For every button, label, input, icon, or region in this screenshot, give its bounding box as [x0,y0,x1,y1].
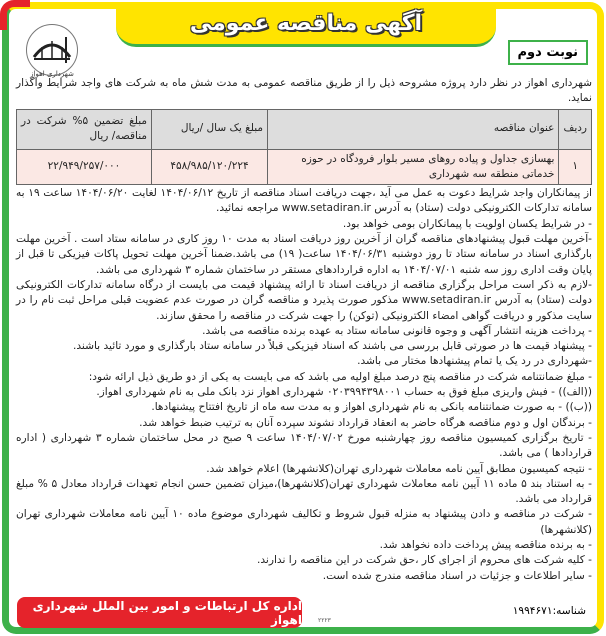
ad-id: شناسه:۱۹۹۴۶۷۱ [512,605,586,617]
bridge-icon [32,33,72,67]
title-banner [116,3,496,47]
table-header-row [17,109,592,149]
round-badge: نوبت دوم [508,40,588,65]
ad-title: آگهی مناقصه عمومی [189,11,423,36]
print-code: ۲۲۲۳ [318,617,331,624]
condition-paragraph: - شرکت در مناقصه و دادن پیشنهاد به منزله قبول شروط و تکالیف شهرداری موضوع ماده ۱۰ آیین نامه معاملات شهرداری تهران (کلانشهرها) [16,508,593,536]
condition-paragraph: - پرداخت هزینه انتشار آگهی و وجوه قانونی سامانه ستاد به عهده برنده مناقصه می باشد. [202,324,592,337]
condition-paragraph: از پیمانکاران واجد شرایط دعوت به عمل می آید ،جهت دریافت اسناد مناقصه از تاریخ ۱۴۰۴/۰۶/۱۲ لغایت ۱۴۰۴/۰۶/۲۰ ساعت ۱۹ به سامانه تدارکات الکترونیکی دولت (ستاد) به آدرس www.setadiran.ir مراجعه نمائید. [16,187,592,215]
condition-paragraph: ((الف)) - فیش واریزی مبلغ فوق به حساب ۰۲۰۳۹۹۴۳۹۸۰۰۱ شهرداری اهواز نزد بانک ملی به نام شهرداری اهواز. [96,386,592,399]
condition-paragraph: -آخرین مهلت قبول پیشنهادهای مناقصه گران از آخرین روز دریافت اسناد به مدت ۱۰ روز کاری در سامانه ستاد است . آخرین مهلت بارگذاری اسناد در سامانه ستاد تا روز دوشنبه ۱۴۰۴/۰۶/۳۱ ساعت( ۱۹) می باشد.ضمنا آخرین مهلت تحویل پاکات فیزیکی تا قبل از پایان وقت اداری روز سه شنبه ۱۴۰۴/۰۷/۰۱ به اداره قراردادهای مستقر در ساختمان شماره ۳ شهرداری می باشد. [16,233,592,276]
condition-paragraph: - کلیه شرکت های محروم از اجرای کار ،حق شرکت در این مناقصه را ندارند. [256,554,592,567]
ad-body [16,76,592,584]
cell-guarantee: ۲۲/۹۴۹/۲۵۷/۰۰۰ [17,149,152,185]
col-annual-amount: مبلغ یک سال /ریال [152,109,268,149]
condition-paragraph: - برندگان اول و دوم مناقصه هرگاه حاضر به انعقاد قرارداد نشوند سپرده آنان به ترتیب ضبط خواهد شد. [139,416,592,429]
condition-paragraph: - پیشنهاد قیمت ها در صورتی قابل بررسی می باشند که اسناد فیزیکی قبلاً در سامانه ستاد بارگذاری و مورد تائید باشند. [72,340,592,353]
condition-paragraph: - سایر اطلاعات و جزئیات در اسناد مناقصه مندرج شده است. [322,569,592,582]
logo-caption: شهرداری اهواز [30,70,74,78]
condition-paragraph: - مبلغ ضمانتنامه شرکت در مناقصه پنج درصد مبلغ اولیه می باشد که می بایست به یکی از دو طریق ذیل ارائه شود: [88,370,592,383]
frame-corner [0,0,30,30]
cell-title: بهسازی جداول و پیاده روهای مسیر بلوار فرودگاه در حوزه خدماتی منطقه سه شهرداری [268,149,559,185]
condition-paragraph: - نتیجه کمیسیون مطابق آیین نامه معاملات شهرداری تهران(کلانشهرها) اعلام خواهد شد. [206,462,592,475]
intro-text: شهرداری اهواز در نظر دارد پروژه مشروحه ذیل را از طریق مناقصه عمومی به مدت شش ماه به شرکت های واجد شرایط واگذار نماید. [16,77,592,105]
tender-table [16,109,592,186]
condition-paragraph: ((ب)) - به صورت ضمانتنامه بانکی به نام شهرداری اهواز و به مدت سه ماه از تاریخ افتتاح پیشنهادها. [151,401,592,414]
condition-paragraph: -شهرداری در رد یک یا تمام پیشنهادها مختار می باشد. [357,355,592,368]
conditions-list [16,186,592,584]
condition-paragraph: - تاریخ برگزاری کمیسیون مناقصه روز چهارشنبه مورخ ۱۴۰۴/۰۷/۰۲ ساعت ۹ صبح در محل ساختمان شماره ۳ شهرداری ( اداره قراردادها ) می باشد. [16,431,593,460]
office-banner: اداره کل ارتباطات و امور بین الملل شهرداری اهواز [17,597,302,628]
col-guarantee: مبلغ تضمین ۵% شرکت در مناقصه/ ریال [17,109,152,149]
col-title: عنوان مناقصه [268,109,559,149]
ahvaz-municipality-logo [26,24,78,76]
col-row: ردیف [559,109,592,149]
cell-row: ۱ [559,149,592,185]
condition-paragraph: - به استناد بند ۵ ماده ۱۱ آیین نامه معاملات شهرداری تهران(کلانشهرها)،میزان تضمین حسن انجام تعهدات قرارداد معادل ۵ % مبلغ قرارداد می باشد. [16,477,592,506]
condition-paragraph: - در شرایط یکسان اولویت با پیمانکاران بومی خواهد بود. [342,217,592,230]
condition-paragraph: -لازم به ذکر است مراحل برگزاری مناقصه از دریافت اسناد تا ارائه پیشنهاد قیمت می بایست از درگاه سامانه تدارکات الکترونیکی دولت (ستاد) به آدرس www.setadiran.ir مذکور صورت پذیرد و مناقصه گران در صورت عدم عضویت قبلی مراحل ثبت نام را در سایت مذکور و دریافت گواهی امضاء الکترونیکی (توکن) را جهت شرکت در مناقصه را محقق سازند. [16,278,592,322]
condition-paragraph: - به برنده مناقصه پیش پرداخت داده نخواهد شد. [379,539,592,552]
table-row [17,149,592,185]
cell-annual-amount: ۴۵۸/۹۸۵/۱۲۰/۲۲۴ [152,149,268,185]
